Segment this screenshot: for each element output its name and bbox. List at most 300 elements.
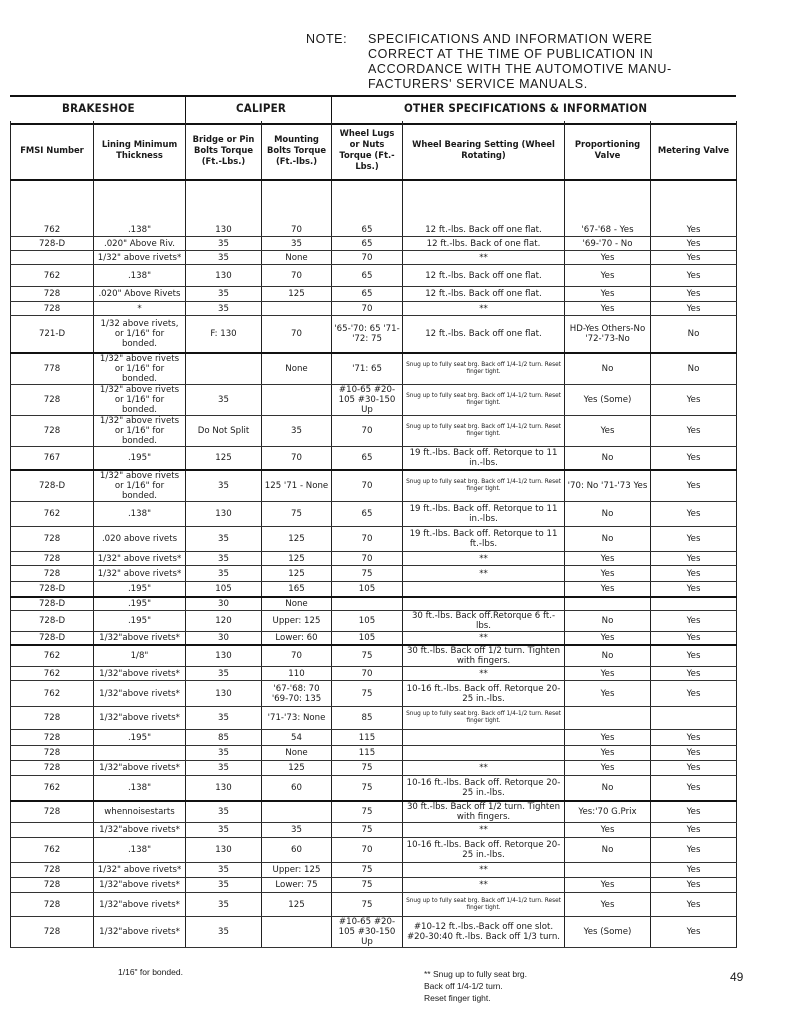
metering-cell: Yes xyxy=(651,776,737,802)
col-wheel-bearing: Wheel Bearing Setting (Wheel Rotating) xyxy=(403,121,565,180)
mounting-torque-cell: 35 xyxy=(262,237,332,251)
bridge-torque-cell: 35 xyxy=(186,917,262,948)
proportioning-cell: Yes xyxy=(565,878,651,893)
bearing-cell: Snug up to fully seat brg. Back off 1/4-1/2 turn. Reset finger tight. xyxy=(403,353,565,385)
table-row xyxy=(11,566,737,582)
fmsi-cell: 762 xyxy=(11,667,94,681)
bearing-cell xyxy=(403,597,565,611)
footnote-line: ** Snug up to fully seat brg. xyxy=(424,969,528,979)
metering-cell: Yes xyxy=(651,416,737,447)
table-row xyxy=(11,707,737,730)
lug-torque-cell: 65 xyxy=(332,237,403,251)
metering-cell xyxy=(651,707,737,730)
metering-cell: Yes xyxy=(651,552,737,566)
lug-torque-cell: 65 xyxy=(332,265,403,287)
lug-torque-cell: 65 xyxy=(332,447,403,471)
table-row xyxy=(11,645,737,667)
metering-cell xyxy=(651,597,737,611)
bridge-torque-cell: 35 xyxy=(186,287,262,302)
lug-torque-cell: 75 xyxy=(332,863,403,878)
lug-torque-cell: 75 xyxy=(332,566,403,582)
table-row xyxy=(11,776,737,802)
proportioning-cell: Yes xyxy=(565,566,651,582)
lug-torque-cell: 115 xyxy=(332,730,403,746)
lug-torque-cell: 75 xyxy=(332,893,403,917)
lining-cell: .138" xyxy=(94,502,186,527)
proportioning-cell: Yes xyxy=(565,681,651,707)
footnote-line: Back off 1/4-1/2 turn. xyxy=(424,981,503,991)
lug-torque-cell: 70 xyxy=(332,302,403,316)
bearing-cell: ** xyxy=(403,566,565,582)
lining-cell: 1/32" above rivets* xyxy=(94,251,186,265)
mounting-torque-cell: 60 xyxy=(262,838,332,863)
mounting-torque-cell: 70 xyxy=(262,316,332,354)
mounting-torque-cell: None xyxy=(262,597,332,611)
fmsi-cell: 762 xyxy=(11,681,94,707)
mounting-torque-cell: 165 xyxy=(262,582,332,598)
metering-cell: Yes xyxy=(651,838,737,863)
proportioning-cell: Yes xyxy=(565,265,651,287)
fmsi-cell: 728-D xyxy=(11,611,94,632)
col-metering-valve: Metering Valve xyxy=(651,121,737,180)
mounting-torque-cell: 70 xyxy=(262,447,332,471)
group-caliper: CALIPER xyxy=(236,101,287,115)
lug-torque-cell: 75 xyxy=(332,645,403,667)
table-row xyxy=(11,611,737,632)
mounting-torque-cell: 110 xyxy=(262,667,332,681)
fmsi-cell: 728-D xyxy=(11,237,94,251)
bearing-cell: 30 ft.-lbs. Back off 1/2 turn. Tighten with fingers. xyxy=(403,801,565,823)
lining-cell: .138" xyxy=(94,776,186,802)
bridge-torque-cell: 35 xyxy=(186,893,262,917)
fmsi-cell: 728 xyxy=(11,707,94,730)
lining-cell: .138" xyxy=(94,265,186,287)
bridge-torque-cell xyxy=(186,353,262,385)
table-row xyxy=(11,632,737,646)
lining-cell: 1/32" above rivets or 1/16" for bonded. xyxy=(94,470,186,502)
bearing-cell: 19 ft.-lbs. Back off. Retorque to 11 ft.-lbs. xyxy=(403,527,565,552)
metering-cell: Yes xyxy=(651,893,737,917)
metering-cell: Yes xyxy=(651,237,737,251)
lug-torque-cell: 70 xyxy=(332,527,403,552)
fmsi-cell: 728 xyxy=(11,893,94,917)
metering-cell: Yes xyxy=(651,823,737,838)
table-row xyxy=(11,761,737,776)
fmsi-cell: 728-D xyxy=(11,597,94,611)
bridge-torque-cell: 30 xyxy=(186,597,262,611)
fmsi-cell: 728 xyxy=(11,761,94,776)
table-row xyxy=(11,385,737,416)
mounting-torque-cell: 125 xyxy=(262,761,332,776)
metering-cell: Yes xyxy=(651,582,737,598)
metering-cell: Yes xyxy=(651,761,737,776)
proportioning-cell: Yes:'70 G.Prix xyxy=(565,801,651,823)
fmsi-cell: 728 xyxy=(11,746,94,761)
bridge-torque-cell: 130 xyxy=(186,645,262,667)
proportioning-cell: No xyxy=(565,502,651,527)
metering-cell: Yes xyxy=(651,265,737,287)
bearing-cell: ** xyxy=(403,632,565,646)
table-row xyxy=(11,316,737,354)
bridge-torque-cell: F: 130 xyxy=(186,316,262,354)
bearing-cell: #10-12 ft.-lbs.-Back off one slot. #20-30:40 ft.-lbs. Back off 1/3 turn. xyxy=(403,917,565,948)
table-row xyxy=(11,823,737,838)
bearing-cell: ** xyxy=(403,823,565,838)
table-row xyxy=(11,863,737,878)
proportioning-cell: Yes xyxy=(565,893,651,917)
mounting-torque-cell: 75 xyxy=(262,502,332,527)
lug-torque-cell: 65 xyxy=(332,287,403,302)
bridge-torque-cell: 125 xyxy=(186,447,262,471)
table-row xyxy=(11,527,737,552)
lug-torque-cell: '71: 65 xyxy=(332,353,403,385)
metering-cell: Yes xyxy=(651,287,737,302)
lining-cell: 1/32"above rivets* xyxy=(94,707,186,730)
lug-torque-cell: 75 xyxy=(332,823,403,838)
lining-cell: 1/32" above rivets* xyxy=(94,863,186,878)
table-row xyxy=(11,502,737,527)
lug-torque-cell: 75 xyxy=(332,776,403,802)
fmsi-cell: 728 xyxy=(11,552,94,566)
lining-cell: .195" xyxy=(94,447,186,471)
lug-torque-cell: 105 xyxy=(332,632,403,646)
bearing-cell: 12 ft.-lbs. Back off one flat. xyxy=(403,265,565,287)
table-row xyxy=(11,223,737,237)
proportioning-cell: Yes xyxy=(565,632,651,646)
bearing-cell: ** xyxy=(403,302,565,316)
proportioning-cell: Yes xyxy=(565,251,651,265)
proportioning-cell: Yes (Some) xyxy=(565,385,651,416)
lining-cell: .195" xyxy=(94,582,186,598)
lug-torque-cell: 75 xyxy=(332,878,403,893)
proportioning-cell xyxy=(565,707,651,730)
bridge-torque-cell: 35 xyxy=(186,667,262,681)
bridge-torque-cell: 130 xyxy=(186,838,262,863)
table-row xyxy=(11,416,737,447)
lining-cell: 1/32"above rivets* xyxy=(94,893,186,917)
mounting-torque-cell: None xyxy=(262,251,332,265)
lining-cell: .138" xyxy=(94,838,186,863)
fmsi-cell: 728 xyxy=(11,863,94,878)
proportioning-cell: Yes xyxy=(565,761,651,776)
table-row xyxy=(11,667,737,681)
bridge-torque-cell: 35 xyxy=(186,385,262,416)
table-row xyxy=(11,597,737,611)
lining-cell: whennoisestarts xyxy=(94,801,186,823)
lining-cell: 1/32"above rivets* xyxy=(94,667,186,681)
table-row xyxy=(11,917,737,948)
metering-cell: Yes xyxy=(651,632,737,646)
col-fmsi-number: FMSI Number xyxy=(11,121,94,180)
group-other-specs: OTHER SPECIFICATIONS & INFORMATION xyxy=(404,101,648,115)
mounting-torque-cell: 125 xyxy=(262,287,332,302)
table-row xyxy=(11,681,737,707)
proportioning-cell: Yes xyxy=(565,582,651,598)
bridge-torque-cell: 130 xyxy=(186,223,262,237)
mounting-torque-cell: '67-'68: 70 '69-70: 135 xyxy=(262,681,332,707)
lining-cell: 1/32 above rivets, or 1/16" for bonded. xyxy=(94,316,186,354)
table-row xyxy=(11,746,737,761)
proportioning-cell: No xyxy=(565,645,651,667)
proportioning-cell: '67-'68 - Yes xyxy=(565,223,651,237)
mounting-torque-cell: 35 xyxy=(262,416,332,447)
proportioning-cell: No xyxy=(565,527,651,552)
fmsi-cell: 728 xyxy=(11,385,94,416)
lug-torque-cell: 65 xyxy=(332,502,403,527)
bearing-cell: Snug up to fully seat brg. Back off 1/4-1/2 turn. Reset finger tight. xyxy=(403,707,565,730)
bridge-torque-cell: 35 xyxy=(186,552,262,566)
proportioning-cell: Yes xyxy=(565,667,651,681)
metering-cell: Yes xyxy=(651,470,737,502)
bearing-cell: Snug up to fully seat brg. Back off 1/4-1/2 turn. Reset finger tight. xyxy=(403,385,565,416)
mounting-torque-cell: 125 xyxy=(262,893,332,917)
bridge-torque-cell: 35 xyxy=(186,761,262,776)
proportioning-cell: HD-Yes Others-No '72-'73-No xyxy=(565,316,651,354)
bridge-torque-cell: 35 xyxy=(186,566,262,582)
table-row xyxy=(11,552,737,566)
col-mounting-torque: Mounting Bolts Torque (Ft.-lbs.) xyxy=(262,121,332,180)
mounting-torque-cell xyxy=(262,385,332,416)
proportioning-cell: '70: No '71-'73 Yes xyxy=(565,470,651,502)
bridge-torque-cell: 35 xyxy=(186,746,262,761)
lining-cell: .195" xyxy=(94,611,186,632)
lining-cell: 1/32"above rivets* xyxy=(94,917,186,948)
bridge-torque-cell: 35 xyxy=(186,237,262,251)
table-row xyxy=(11,878,737,893)
mounting-torque-cell: 35 xyxy=(262,823,332,838)
fmsi-cell: 762 xyxy=(11,502,94,527)
lug-torque-cell: #10-65 #20-105 #30-150 Up xyxy=(332,385,403,416)
bearing-cell: ** xyxy=(403,667,565,681)
fmsi-cell: 728-D xyxy=(11,470,94,502)
metering-cell: Yes xyxy=(651,667,737,681)
mounting-torque-cell: 125 xyxy=(262,552,332,566)
proportioning-cell: No xyxy=(565,611,651,632)
group-divider xyxy=(331,95,332,121)
lug-torque-cell: 105 xyxy=(332,611,403,632)
bearing-cell xyxy=(403,730,565,746)
lug-torque-cell: 70 xyxy=(332,552,403,566)
lining-cell: 1/32"above rivets* xyxy=(94,681,186,707)
spacer-row xyxy=(11,180,737,223)
metering-cell: Yes xyxy=(651,878,737,893)
lining-cell: 1/32"above rivets* xyxy=(94,761,186,776)
bridge-torque-cell: 35 xyxy=(186,801,262,823)
metering-cell: Yes xyxy=(651,863,737,878)
bearing-cell: ** xyxy=(403,251,565,265)
proportioning-cell: '69-'70 - No xyxy=(565,237,651,251)
lug-torque-cell: #10-65 #20-105 #30-150 Up xyxy=(332,917,403,948)
col-proportioning-valve: Proportioning Valve xyxy=(565,121,651,180)
mounting-torque-cell: '71-'73: None xyxy=(262,707,332,730)
lug-torque-cell: 70 xyxy=(332,667,403,681)
proportioning-cell xyxy=(565,863,651,878)
table-row xyxy=(11,582,737,598)
table-row xyxy=(11,838,737,863)
bearing-cell xyxy=(403,582,565,598)
lining-cell: .020 above rivets xyxy=(94,527,186,552)
proportioning-cell: No xyxy=(565,353,651,385)
proportioning-cell: Yes xyxy=(565,746,651,761)
proportioning-cell xyxy=(565,597,651,611)
lug-torque-cell: 70 xyxy=(332,251,403,265)
metering-cell: Yes xyxy=(651,681,737,707)
footnote-bonded: 1/16" for bonded. xyxy=(118,967,183,977)
fmsi-cell: 728-D xyxy=(11,632,94,646)
mounting-torque-cell: 70 xyxy=(262,223,332,237)
lining-cell: 1/32"above rivets* xyxy=(94,823,186,838)
mounting-torque-cell: 70 xyxy=(262,645,332,667)
lining-cell: 1/32" above rivets or 1/16" for bonded. xyxy=(94,385,186,416)
bearing-cell: 12 ft.-lbs. Back of one flat. xyxy=(403,237,565,251)
proportioning-cell: Yes xyxy=(565,823,651,838)
bridge-torque-cell: 35 xyxy=(186,707,262,730)
lug-torque-cell: 85 xyxy=(332,707,403,730)
lining-cell: 1/32"above rivets* xyxy=(94,632,186,646)
proportioning-cell: Yes (Some) xyxy=(565,917,651,948)
metering-cell: Yes xyxy=(651,611,737,632)
lining-cell: 1/32" above rivets or 1/16" for bonded. xyxy=(94,353,186,385)
metering-cell: Yes xyxy=(651,251,737,265)
bearing-cell: ** xyxy=(403,863,565,878)
bridge-torque-cell: 130 xyxy=(186,776,262,802)
mounting-torque-cell: 125 xyxy=(262,566,332,582)
mounting-torque-cell: None xyxy=(262,353,332,385)
lining-cell: .138" xyxy=(94,223,186,237)
mounting-torque-cell: Upper: 125 xyxy=(262,611,332,632)
mounting-torque-cell: 125 xyxy=(262,527,332,552)
fmsi-cell: 762 xyxy=(11,645,94,667)
lug-torque-cell: 70 xyxy=(332,838,403,863)
mounting-torque-cell: 54 xyxy=(262,730,332,746)
table-row xyxy=(11,237,737,251)
lining-cell: 1/8" xyxy=(94,645,186,667)
table-row xyxy=(11,287,737,302)
lining-cell: 1/32" above rivets or 1/16" for bonded. xyxy=(94,416,186,447)
lug-torque-cell: 75 xyxy=(332,801,403,823)
bridge-torque-cell: 30 xyxy=(186,632,262,646)
footnote-line: Reset finger tight. xyxy=(424,993,491,1003)
lug-torque-cell: 115 xyxy=(332,746,403,761)
fmsi-cell: 728-D xyxy=(11,582,94,598)
fmsi-cell xyxy=(11,251,94,265)
proportioning-cell: Yes xyxy=(565,302,651,316)
table-row xyxy=(11,353,737,385)
metering-cell: Yes xyxy=(651,223,737,237)
table-row xyxy=(11,302,737,316)
lining-cell: 1/32" above rivets* xyxy=(94,566,186,582)
bridge-torque-cell: 130 xyxy=(186,502,262,527)
metering-cell: Yes xyxy=(651,730,737,746)
metering-cell: Yes xyxy=(651,645,737,667)
mounting-torque-cell: 125 '71 - None xyxy=(262,470,332,502)
metering-cell: Yes xyxy=(651,385,737,416)
mounting-torque-cell: 60 xyxy=(262,776,332,802)
fmsi-cell: 728 xyxy=(11,566,94,582)
metering-cell: Yes xyxy=(651,502,737,527)
metering-cell: Yes xyxy=(651,801,737,823)
bridge-torque-cell: 35 xyxy=(186,863,262,878)
bridge-torque-cell: 35 xyxy=(186,527,262,552)
lining-cell: * xyxy=(94,302,186,316)
lug-torque-cell: 70 xyxy=(332,470,403,502)
fmsi-cell: 728 xyxy=(11,917,94,948)
metering-cell: Yes xyxy=(651,302,737,316)
bridge-torque-cell: 35 xyxy=(186,251,262,265)
fmsi-cell: 728 xyxy=(11,416,94,447)
lug-torque-cell: 105 xyxy=(332,582,403,598)
bearing-cell: 12 ft.-lbs. Back off one flat. xyxy=(403,316,565,354)
lining-cell: 1/32"above rivets* xyxy=(94,878,186,893)
bearing-cell: 10-16 ft.-lbs. Back off. Retorque 20-25 in.-lbs. xyxy=(403,838,565,863)
fmsi-cell: 728 xyxy=(11,878,94,893)
bearing-cell: 12 ft.-lbs. Back off one flat. xyxy=(403,287,565,302)
fmsi-cell: 762 xyxy=(11,776,94,802)
publication-note xyxy=(306,32,746,92)
mounting-torque-cell: Lower: 60 xyxy=(262,632,332,646)
column-header-row xyxy=(11,121,737,180)
proportioning-cell: Yes xyxy=(565,287,651,302)
bearing-cell: 10-16 ft.-lbs. Back off. Retorque 20-25 in.-lbs. xyxy=(403,681,565,707)
fmsi-cell: 728 xyxy=(11,302,94,316)
table-row xyxy=(11,470,737,502)
proportioning-cell: No xyxy=(565,838,651,863)
lining-cell xyxy=(94,746,186,761)
bridge-torque-cell: 85 xyxy=(186,730,262,746)
mounting-torque-cell: None xyxy=(262,746,332,761)
note-label: NOTE: xyxy=(306,32,348,46)
table-row xyxy=(11,801,737,823)
footnote-bearing xyxy=(424,968,527,1004)
proportioning-cell: Yes xyxy=(565,416,651,447)
table-row xyxy=(11,447,737,471)
bearing-cell xyxy=(403,746,565,761)
proportioning-cell: Yes xyxy=(565,552,651,566)
bearing-cell: ** xyxy=(403,878,565,893)
bridge-torque-cell: 35 xyxy=(186,823,262,838)
bridge-torque-cell: 120 xyxy=(186,611,262,632)
fmsi-cell: 778 xyxy=(11,353,94,385)
fmsi-cell: 762 xyxy=(11,838,94,863)
fmsi-cell: 721-D xyxy=(11,316,94,354)
fmsi-cell: 762 xyxy=(11,223,94,237)
proportioning-cell: Yes xyxy=(565,730,651,746)
note-line: FACTURERS' SERVICE MANUALS. xyxy=(368,77,588,91)
bearing-cell: 30 ft.-lbs. Back off 1/2 turn. Tighten with fingers. xyxy=(403,645,565,667)
mounting-torque-cell xyxy=(262,302,332,316)
fmsi-cell: 767 xyxy=(11,447,94,471)
col-bridge-torque: Bridge or Pin Bolts Torque (Ft.-Lbs.) xyxy=(186,121,262,180)
col-wheel-lugs-torque: Wheel Lugs or Nuts Torque (Ft.-Lbs.) xyxy=(332,121,403,180)
lining-cell: .020" Above Rivets xyxy=(94,287,186,302)
lug-torque-cell: 75 xyxy=(332,681,403,707)
lug-torque-cell: 65 xyxy=(332,223,403,237)
lining-cell: .195" xyxy=(94,730,186,746)
table-row xyxy=(11,893,737,917)
bridge-torque-cell: 35 xyxy=(186,302,262,316)
metering-cell: Yes xyxy=(651,566,737,582)
bearing-cell: Snug up to fully seat brg. Back off 1/4-1/2 turn. Reset finger tight. xyxy=(403,470,565,502)
bridge-torque-cell: 130 xyxy=(186,681,262,707)
fmsi-cell: 762 xyxy=(11,265,94,287)
note-line: CORRECT AT THE TIME OF PUBLICATION IN xyxy=(368,47,654,61)
metering-cell: Yes xyxy=(651,447,737,471)
mounting-torque-cell xyxy=(262,917,332,948)
mounting-torque-cell: Upper: 125 xyxy=(262,863,332,878)
fmsi-cell: 728 xyxy=(11,801,94,823)
spec-table xyxy=(10,121,737,948)
lug-torque-cell: '65-'70: 65 '71-'72: 75 xyxy=(332,316,403,354)
